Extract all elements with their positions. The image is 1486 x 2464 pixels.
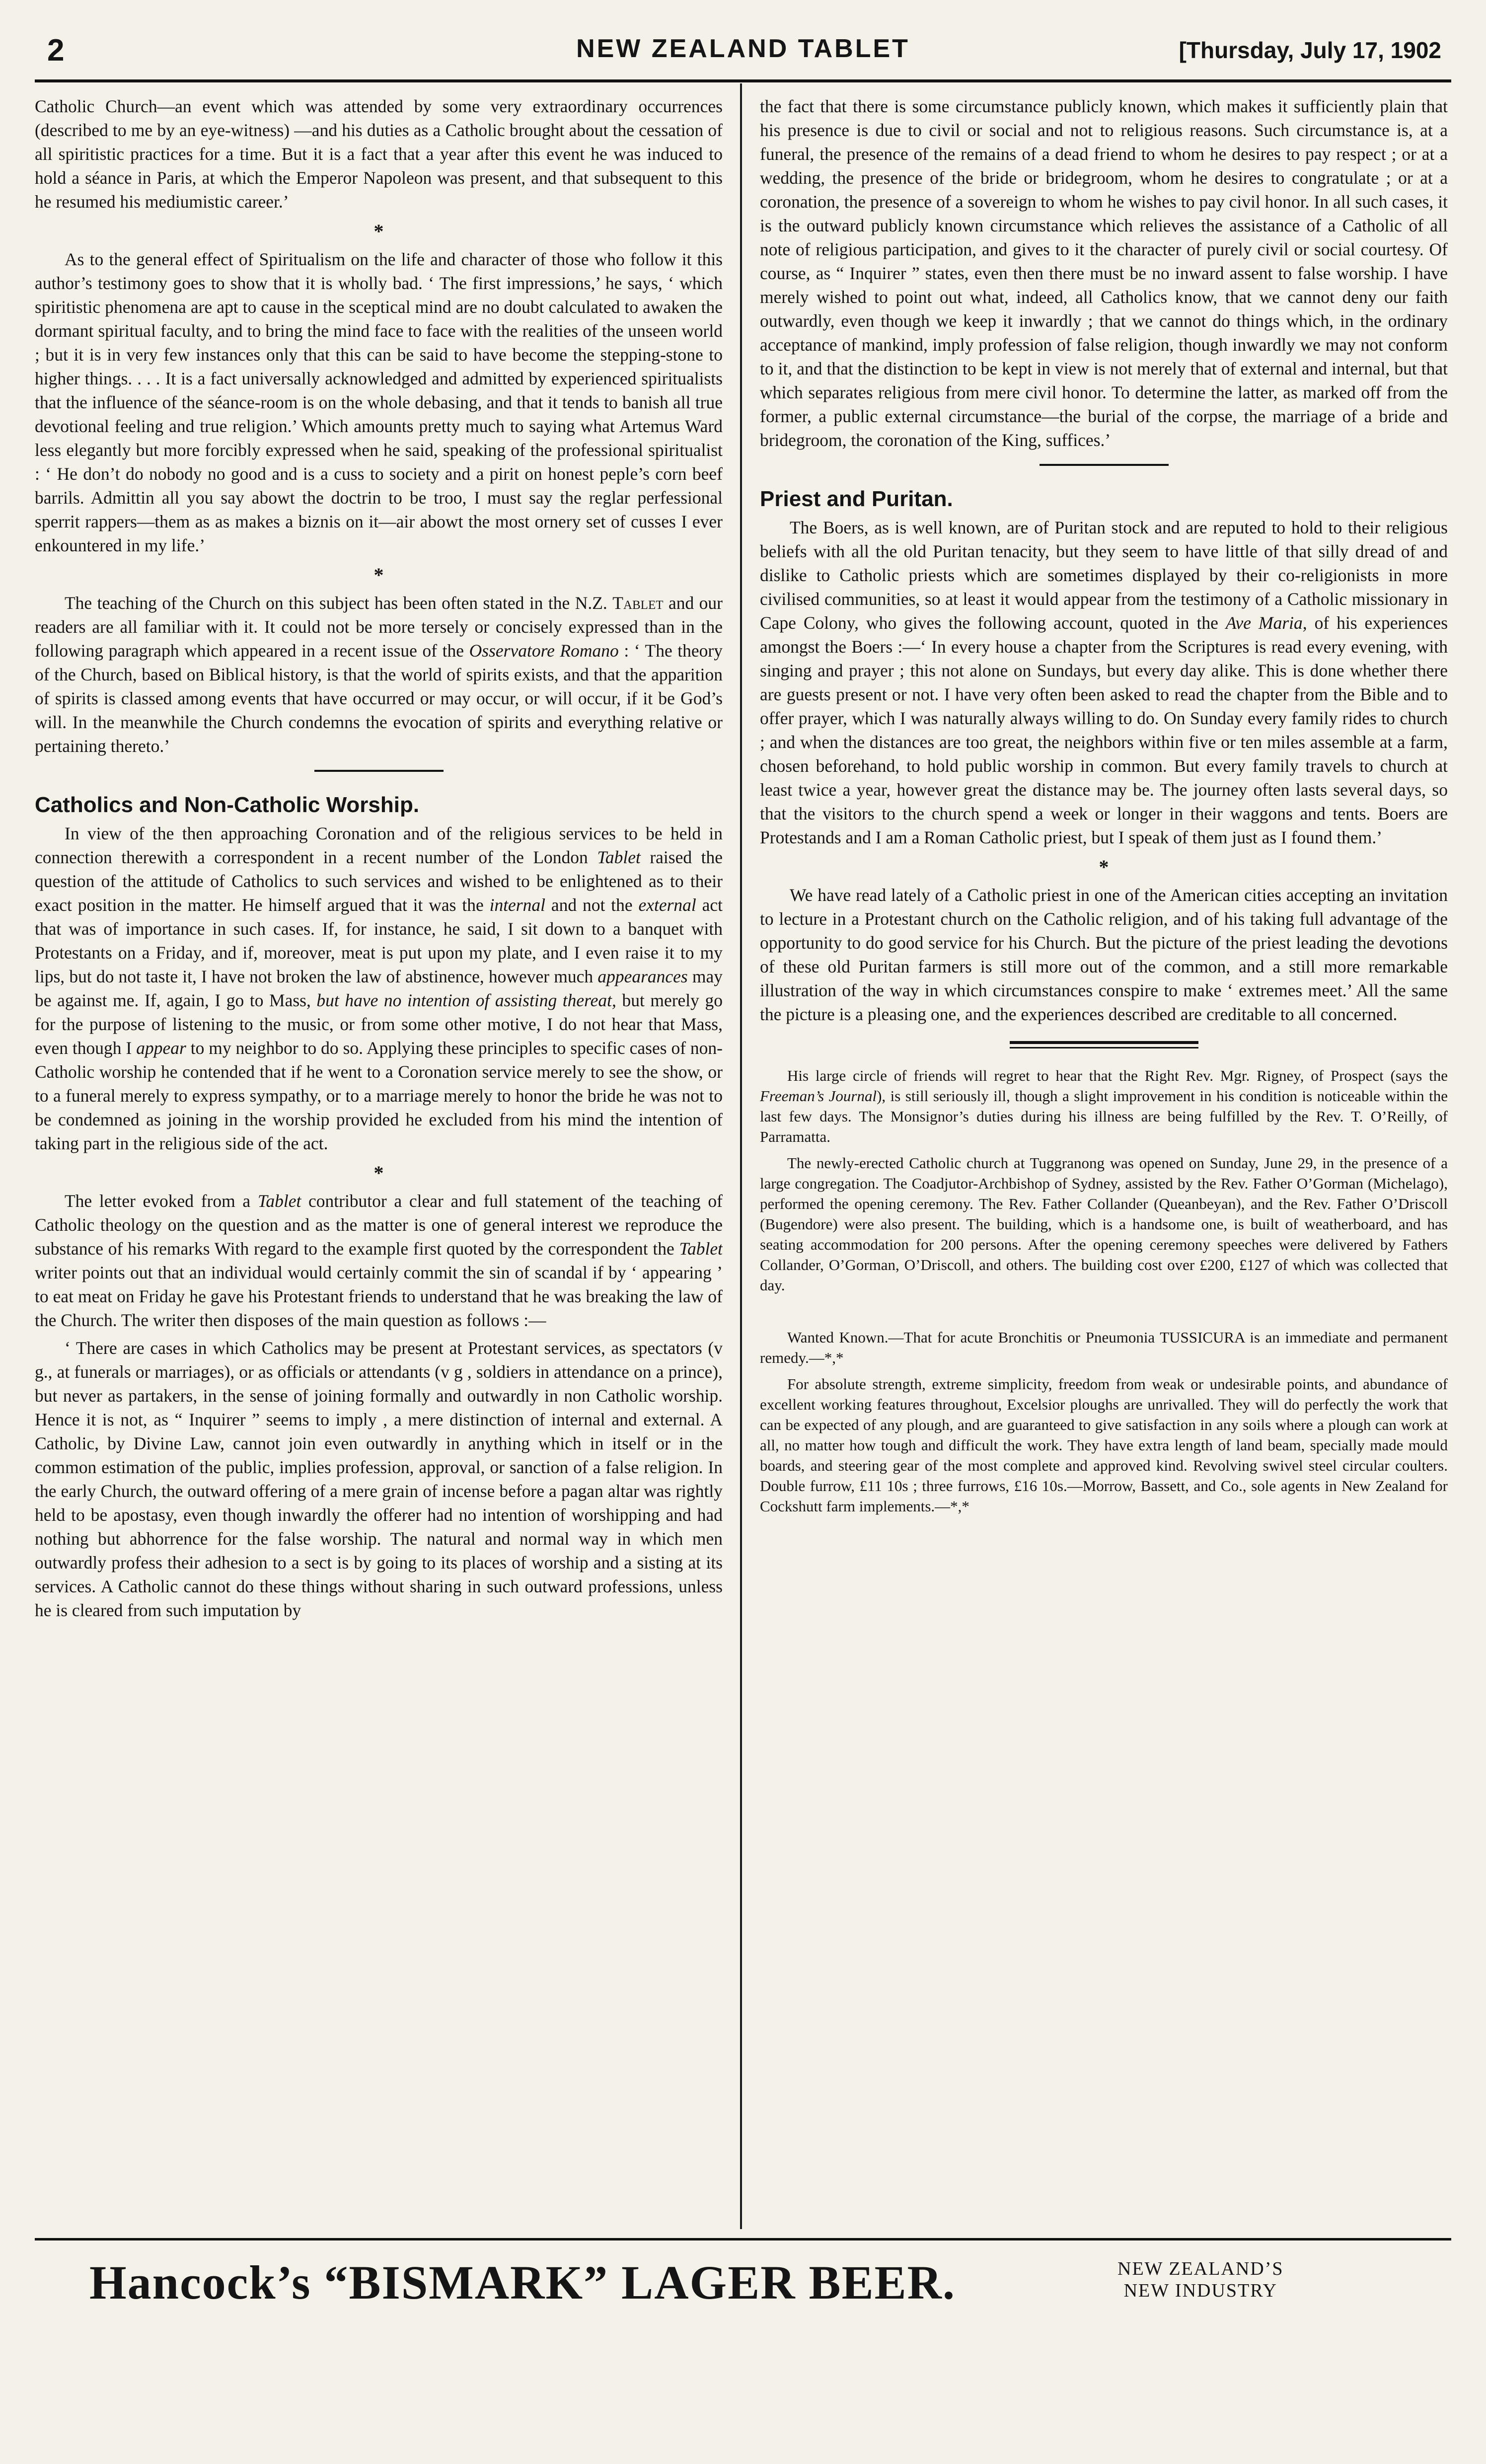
divider-rule [1040,464,1169,466]
paragraph: The teaching of the Church on this subject has been often stated in the N.Z. Tablet and our readers are all familiar with it. It could not be more tersely or concisely expressed than in the following paragraph which appeared in a recent issue of the Osservatore Romano : ‘ The theory of the Church, based on Biblical history, is that the world of spirits exists, and that the apparition of spirits is classed among events that have occurred or may occur, or will occur, if it be God’s will. In the meanwhile the Church condemns the evocation of spirits and everything relative or pertaining thereto.’ [35,593,723,756]
ad-tagline: NEW ZEALAND’S NEW INDUSTRY [1117,2258,1284,2301]
paragraph: The Boers, as is well known, are of Puritan stock and are reputed to hold to their religious beliefs with all the old Puritan tenacity, but they seem to have little of that silly dread of and dislike to Catholic priests which are sometimes displayed by their co-religionists in more civilised communities, so at least it would appear from the testimony of a Catholic missionary in Cape Colony, who gives the following account, quoted in the Ave Maria, of his experiences amongst the Boers :—‘ In every house a chapter from the Scriptures is read every evening, with singing and prayer ; this not alone on Sundays, but every day alike. This is done whether there are guests present or not. I have very often been asked to read the chapter from the Bible and to offer prayer, which I was naturally always willing to do. On Sunday every family rides to church ; and when the distances are too great, the neighbors within five or ten miles assemble at a farm, chosen beforehand, to hold public worship in common. But every family travels to church at least twice a year, however great the distance may be. The journey often lasts several days, so that the visitors to the church spend a week or longer in their waggons and tents. Boers are Protestands and I am a Roman Catholic priest, but I speak of them just as I found them.’ [760,518,1448,847]
masthead [35,20,1451,82]
right-column [760,94,1448,2210]
paragraph: The letter evoked from a Tablet contributor a clear and full statement of the teaching of Catholic theology on the question and as the matter is one of general interest we reproduce the substance of his remarks With regard to the example first quoted by the correspondent the Tablet writer points out that an individual would certainly commit the sin of scandal if by ‘ appearing ’ to eat meat on Friday he gave his Protestant friends to understand that he was breaking the law of the Church. The writer then disposes of the main question as follows :— [35,1191,723,1330]
news-item: His large circle of friends will regret to hear that the Right Rev. Mgr. Rigney, of Prospect (says the Freeman’s Journal), is still seriously ill, though a slight improvement in his condition is noticeable within the last few days. The Monsignor’s duties during his illness are being fulfilled by the Rev. T. O’Reilly, of Parramatta. [760,1067,1448,1145]
publication-title: NEW ZEALAND TABLET [576,34,910,63]
divider-rule [314,770,444,772]
section-star: * [373,1162,384,1184]
paragraph: ‘ There are cases in which Catholics may be present at Protestant services, as spectators (v g., at funerals or marriages), or as officials or attendants (v g , soldiers in attendance on a prince), but never as partakers, in the sense of joining formally and outwardly in non Catholic worship. Hence it is not, as “ Inquirer ” seems to imply , a mere distinction of internal and external. A Catholic, by Divine Law, cannot join even outwardly in anything which in itself or in the common estimation of the public, implies profession, approval, or sanction of a false religion. In the early Church, the outward offering of a mere grain of incense before a pagan altar was rightly held to be apostasy, even though inwardly the offerer had no intention of worshipping and had nothing but abhorrence for the false worship. The natural and normal way in which men outwardly profess their adhesion to a sect is by going to its places of worship and a sisting at its services. A Catholic cannot do these things without sharing in such outward professions, unless he is cleared from such imputation by [35,1338,723,1620]
news-notes [760,1065,1448,1516]
paragraph: As to the general effect of Spiritualism on the life and character of those who follow it this author’s testimony goes to show that it is wholly bad. ‘ The first impressions,’ he says, ‘ which spiritistic phenomena are apt to cause in the sceptical mind are no doubt calculated to awaken the dormant spiritual faculty, and to bring the mind face to face with the realities of the unseen world ; but it is in very few instances only that this can be said to have become the stepping-stone to higher things. . . . It is a fact universally acknowledged and admitted by experienced spiritualists that the influence of the séance-room is on the whole debasing, and that it tends to banish all true devotional feeling and true religion.’ Which amounts pretty much to saying what Artemus Ward less elegantly but more forcibly expressed when he said, speaking of the professional spiritualist : ‘ He don’t do nobody no good and is a cuss to society and a pirit on honest peple’s corn beef barrils. Admittin all you say abowt the doctrin to be troo, I must say the reglar perfessional sperrit rappers—them as as makes a biznis on it—air abowt the most ornery set of cusses I ever enkountered in my life.’ [35,249,723,555]
section-heading: Catholics and Non-Catholic Worship. [35,793,420,817]
left-column [35,94,723,2210]
paragraph: Catholic Church—an event which was attended by some very extraordinary occurrences (described to me by an eye-witness) —and his duties as a Catholic brought about the cessation of all spiritistic practices for a time. But it is a fact that a year after this event he was induced to hold a séance in Paris, at which the Emperor Napoleon was present, and that subsequent to this he resumed his mediumistic career.’ [35,96,723,212]
spacer [760,1301,1448,1327]
ad-headline: Hancock’s “BISMARK” LAGER BEER. [89,2256,956,2309]
paragraph: In view of the then approaching Coronation and of the religious services to be held in connection therewith a correspondent in a recent number of the London Tablet raised the question of the attitude of Catholics to such services and wished to be enlightened as to their exact position in the matter. He himself argued that it was the internal and not the external act that was of importance in such cases. If, for instance, he said, I sit down to a banquet with Protestants on a Friday, and if, moreover, meat is put upon my plate, and I even raise it to my lips, but do not taste it, I have not broken the law of abstinence, however much appearances may be against me. If, again, I go to Mass, but have no intention of assisting thereat, but merely go for the purpose of listening to the music, or from some other motive, I do not hear that Mass, even though I appear to my neighbor to do so. Applying these principles to specific cases of non-Catholic worship he contended that if he went to a Coronation service merely to see the show, or to a funeral merely to express sympathy, or to a marriage merely to honor the bride he was not to be condemned as joining in the worship provided he excluded from his mind the intention of taking part in the religious side of the act. [35,823,723,1153]
section-star: * [373,220,384,242]
footer-advertisement [35,2255,1451,2315]
advert-item: Wanted Known.—That for acute Bronchitis or Pneumonia TUSSICURA is an immediate and permanent remedy.—*,* [760,1329,1448,1366]
column-divider [740,83,742,2229]
issue-date: [Thursday, July 17, 1902 [1179,37,1441,63]
footer-rule [35,2238,1451,2240]
section-star: * [373,564,384,586]
double-divider-rule [1010,1041,1198,1048]
newspaper-page [35,20,1451,2444]
paragraph: the fact that there is some circumstance publicly known, which makes it sufficiently plain that his presence is due to civil or social and not to religious reasons. Such circumstance is, at a funeral, the presence of the remains of a dead friend to whom he desires to pay respect ; or at a wedding, the presence of the bride or bridegroom, whom he desires to congratulate ; or at a coronation, the presence of a sovereign to whom he wishes to pay civil honor. In all such cases, it is the outward publicly known circumstance which relieves the assistance of a Catholic of all note of religious participation, and gives to it the character of purely civil or social courtesy. Of course, as “ Inquirer ” states, even then there must be no inward assent to false worship. I have merely wished to point out what, indeed, all Catholics know, that we cannot deny our faith outwardly, even though we keep it inwardly ; that we cannot do things which, in the ordinary acceptance of mankind, imply profession of false religion, though inwardly we may not conform to it, and that the distinction to be kept in view is not merely that of external and internal, but that which separates religious from mere civil honor. To determine the latter, as marked off from the former, a public external circumstance—the burial of the corpse, the marriage of a bride and bridegroom, the coronation of the King, suffices.’ [760,96,1448,450]
section-heading: Priest and Puritan. [760,487,953,511]
page-number: 2 [47,33,65,68]
advert-item: For absolute strength, extreme simplicity, freedom from weak or undesirable points, and abundance of excellent working features throughout, Excelsior ploughs are unrivalled. They will do perfectly the work that can be expected of any plough, and are guaranteed to give satisfaction in any soils where a plough can work at all, no matter how tough and difficult the work. They have extra length of land beam, specially made mould boards, and steering gear of the most complete and approved kind. Revolving swivel steel circular coulters. Double furrow, £11 10s ; three furrows, £16 10s.—Morrow, Bassett, and Co., sole agents in New Zealand for Cockshutt farm implements.—*,* [760,1375,1448,1515]
news-item: The newly-erected Catholic church at Tuggranong was opened on Sunday, June 29, in the presence of a large congregation. The Coadjutor-Archbishop of Sydney, assisted by the Rev. Father O’Gorman (Michelago), performed the opening ceremony. The Rev. Father Collander (Queanbeyan), and the Rev. Father O’Driscoll (Bugendore) were also present. The building, which is a handsome one, is built of weatherboard, and has seating accommodation for 200 persons. After the opening ceremony speeches were delivered by Fathers Collander, O’Gorman, O’Driscoll, and others. The building cost over £200, £127 of which was collected that day. [760,1154,1448,1294]
section-star: * [1099,856,1109,878]
paragraph: We have read lately of a Catholic priest in one of the American cities accepting an invitation to lecture in a Protestant church on the Catholic religion, and of his taking full advantage of the opportunity to do good service for his Church. But the picture of the priest leading the devotions of these old Puritan farmers is still more out of the common, and a still more remarkable illustration of the way in which circumstances conspire to make ‘ extremes meet.’ All the same the picture is a pleasing one, and the experiences described are creditable to all concerned. [760,885,1448,1024]
